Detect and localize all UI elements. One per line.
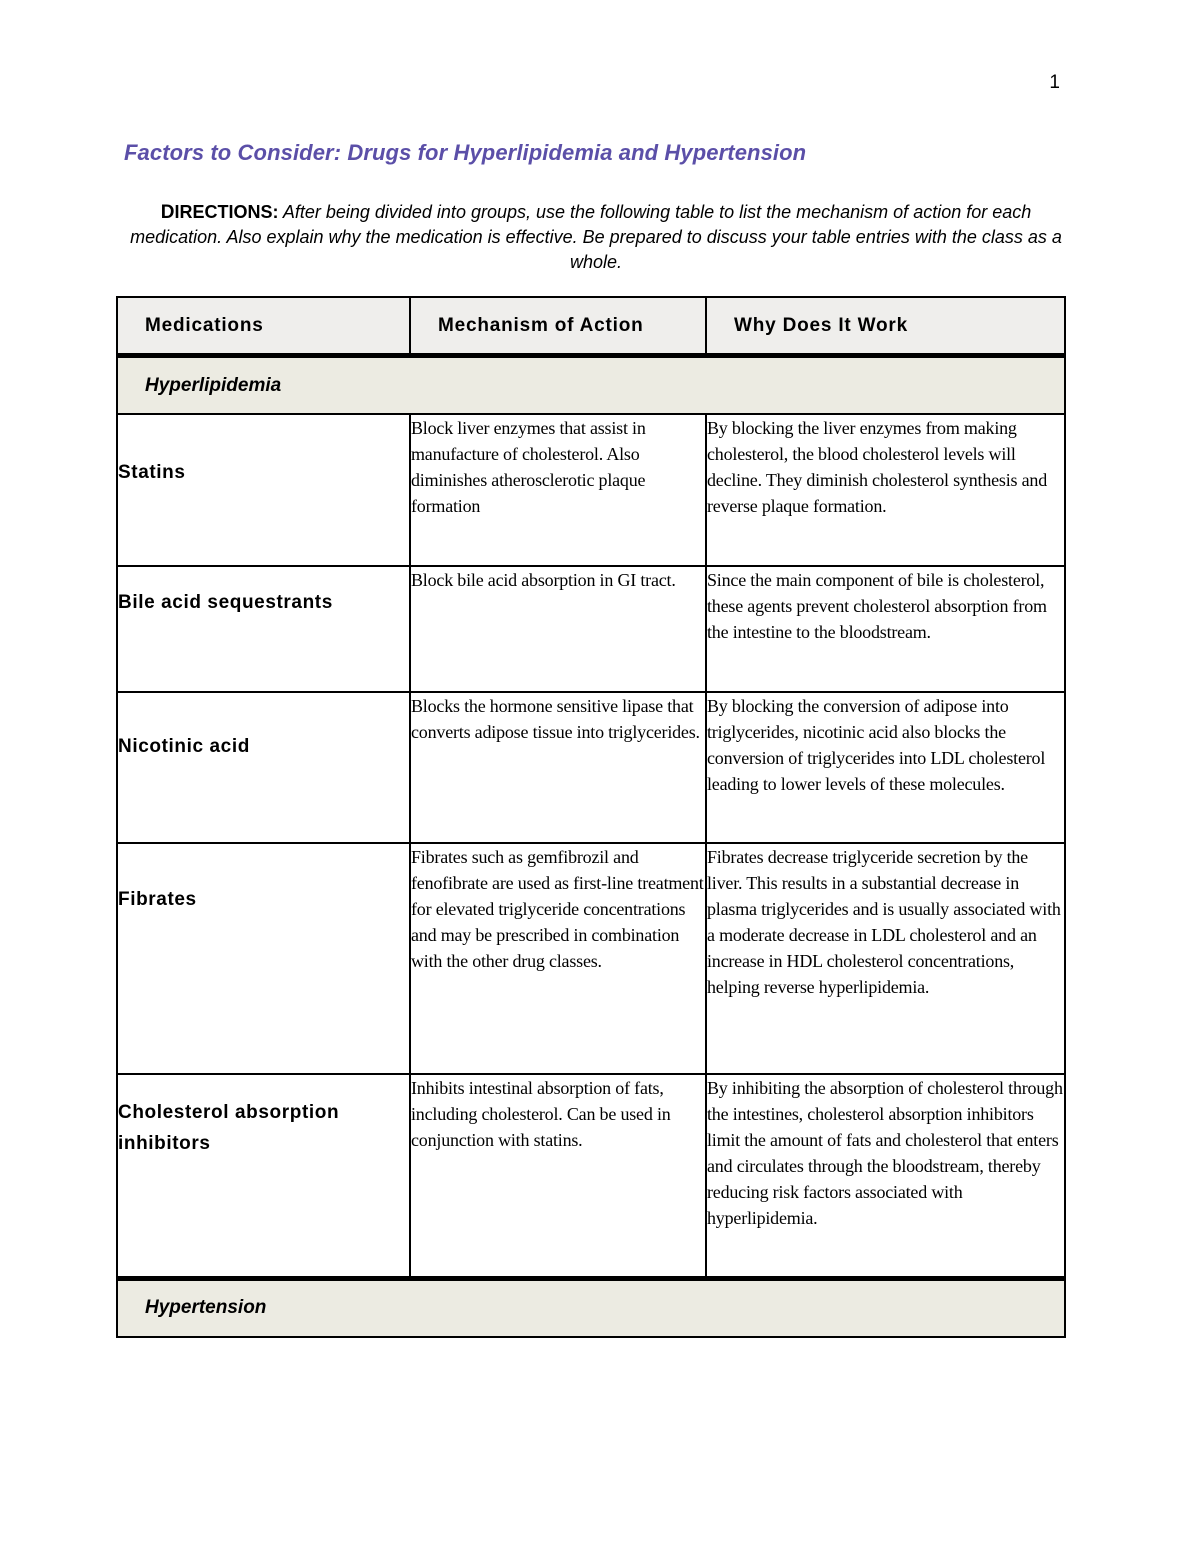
table-header-row <box>117 297 1065 356</box>
table-row <box>117 566 1065 692</box>
directions-text: After being divided into groups, use the following table to list the mechanism of action for each medication. Also explain why the medication is effective. Be prepared to discuss your table entries with the class as a whole. <box>130 202 1062 272</box>
header-why: Why Does It Work <box>706 297 1065 356</box>
why-cell: Fibrates decrease triglyceride secretion by the liver. This results in a substantial decrease in plasma triglycerides and is usually associated with a moderate decrease in LDL cholesterol and an increase in HDL cholesterol concentrations, helping reverse hyperlipidemia. <box>706 843 1065 1074</box>
medication-cell: Cholesterol absorption inhibitors <box>117 1074 410 1278</box>
page-title: Factors to Consider: Drugs for Hyperlipidemia and Hypertension <box>124 140 807 165</box>
medication-cell: Fibrates <box>117 843 410 1074</box>
table-row <box>117 692 1065 843</box>
medication-cell: Nicotinic acid <box>117 692 410 843</box>
header-medications: Medications <box>117 297 410 356</box>
mechanism-cell: Inhibits intestinal absorption of fats, including cholesterol. Can be used in conjunction with statins. <box>410 1074 706 1278</box>
why-cell: By blocking the conversion of adipose into triglycerides, nicotinic acid also blocks the conversion of triglycerides into LDL cholesterol leading to lower levels of these molecules. <box>706 692 1065 843</box>
mechanism-cell: Block liver enzymes that assist in manufacture of cholesterol. Also diminishes atherosclerotic plaque formation <box>410 414 706 566</box>
why-cell: Since the main component of bile is cholesterol, these agents prevent cholesterol absorption from the intestine to the bloodstream. <box>706 566 1065 692</box>
table-row <box>117 843 1065 1074</box>
directions <box>120 200 1072 275</box>
mechanism-cell: Block bile acid absorption in GI tract. <box>410 566 706 692</box>
why-cell: By inhibiting the absorption of cholesterol through the intestines, cholesterol absorption inhibitors limit the amount of fats and cholesterol that enters and circulates through the bloodstream, thereby reducing risk factors associated with hyperlipidemia. <box>706 1074 1065 1278</box>
table-row <box>117 1074 1065 1278</box>
medication-cell: Statins <box>117 414 410 566</box>
header-mechanism: Mechanism of Action <box>410 297 706 356</box>
directions-label: DIRECTIONS: <box>160 202 279 223</box>
mechanism-cell: Fibrates such as gemfibrozil and fenofibrate are used as first-line treatment for elevated triglyceride concentrations and may be prescribed in combination with the other drug classes. <box>410 843 706 1074</box>
medication-cell: Bile acid sequestrants <box>117 566 410 692</box>
section-row-hypertension <box>117 1278 1065 1337</box>
table-row <box>117 414 1065 566</box>
page-number: 1 <box>1049 72 1060 93</box>
section-label: Hyperlipidemia <box>117 356 1065 415</box>
section-row-hyperlipidemia <box>117 356 1065 415</box>
drug-table <box>116 296 1066 1338</box>
mechanism-cell: Blocks the hormone sensitive lipase that converts adipose tissue into triglycerides. <box>410 692 706 843</box>
section-label: Hypertension <box>117 1278 1065 1337</box>
why-cell: By blocking the liver enzymes from making cholesterol, the blood cholesterol levels will decline. They diminish cholesterol synthesis and reverse plaque formation. <box>706 414 1065 566</box>
